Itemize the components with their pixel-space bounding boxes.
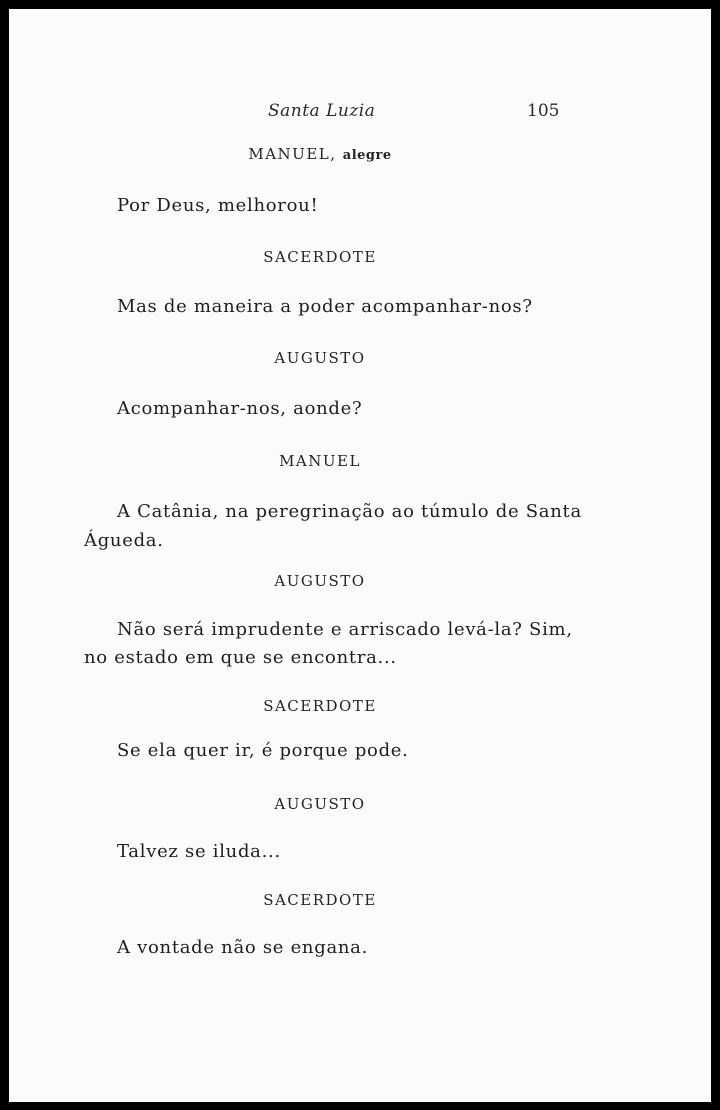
running-header [9, 99, 711, 127]
speaker-name: MANUEL, [248, 145, 337, 163]
speaker-heading: AUGUSTO [274, 349, 366, 367]
dialogue-line: Mas de maneira a poder acompanhar-nos? [117, 296, 533, 317]
page-number: 105 [527, 101, 560, 121]
dialogue-line: Por Deus, melhorou! [117, 195, 319, 216]
speaker-heading: SACERDOTE [263, 248, 377, 266]
speaker-heading: AUGUSTO [274, 572, 366, 590]
stage-direction: alegre [342, 148, 392, 163]
dialogue-line-continuation: Águeda. [84, 530, 164, 551]
dialogue-line: A Catânia, na peregrinação ao túmulo de Santa [117, 501, 582, 522]
dialogue-line: Não será imprudente e arriscado levá-la? Sim, [117, 619, 573, 640]
dialogue-line-continuation: no estado em que se encontra... [84, 647, 397, 668]
dialogue-line: Se ela quer ir, é porque pode. [117, 740, 409, 761]
running-title: Santa Luzia [268, 101, 376, 121]
speaker-heading: AUGUSTO [274, 795, 366, 813]
dialogue-line: A vontade não se engana. [117, 937, 369, 958]
speaker-heading: SACERDOTE [263, 891, 377, 909]
dialogue-line: Acompanhar-nos, aonde? [117, 398, 363, 419]
speaker-heading [0, 145, 671, 163]
speaker-heading: SACERDOTE [263, 697, 377, 715]
book-page [9, 9, 711, 1102]
speaker-heading: MANUEL [279, 452, 361, 470]
dialogue-line: Talvez se iluda... [117, 841, 281, 862]
